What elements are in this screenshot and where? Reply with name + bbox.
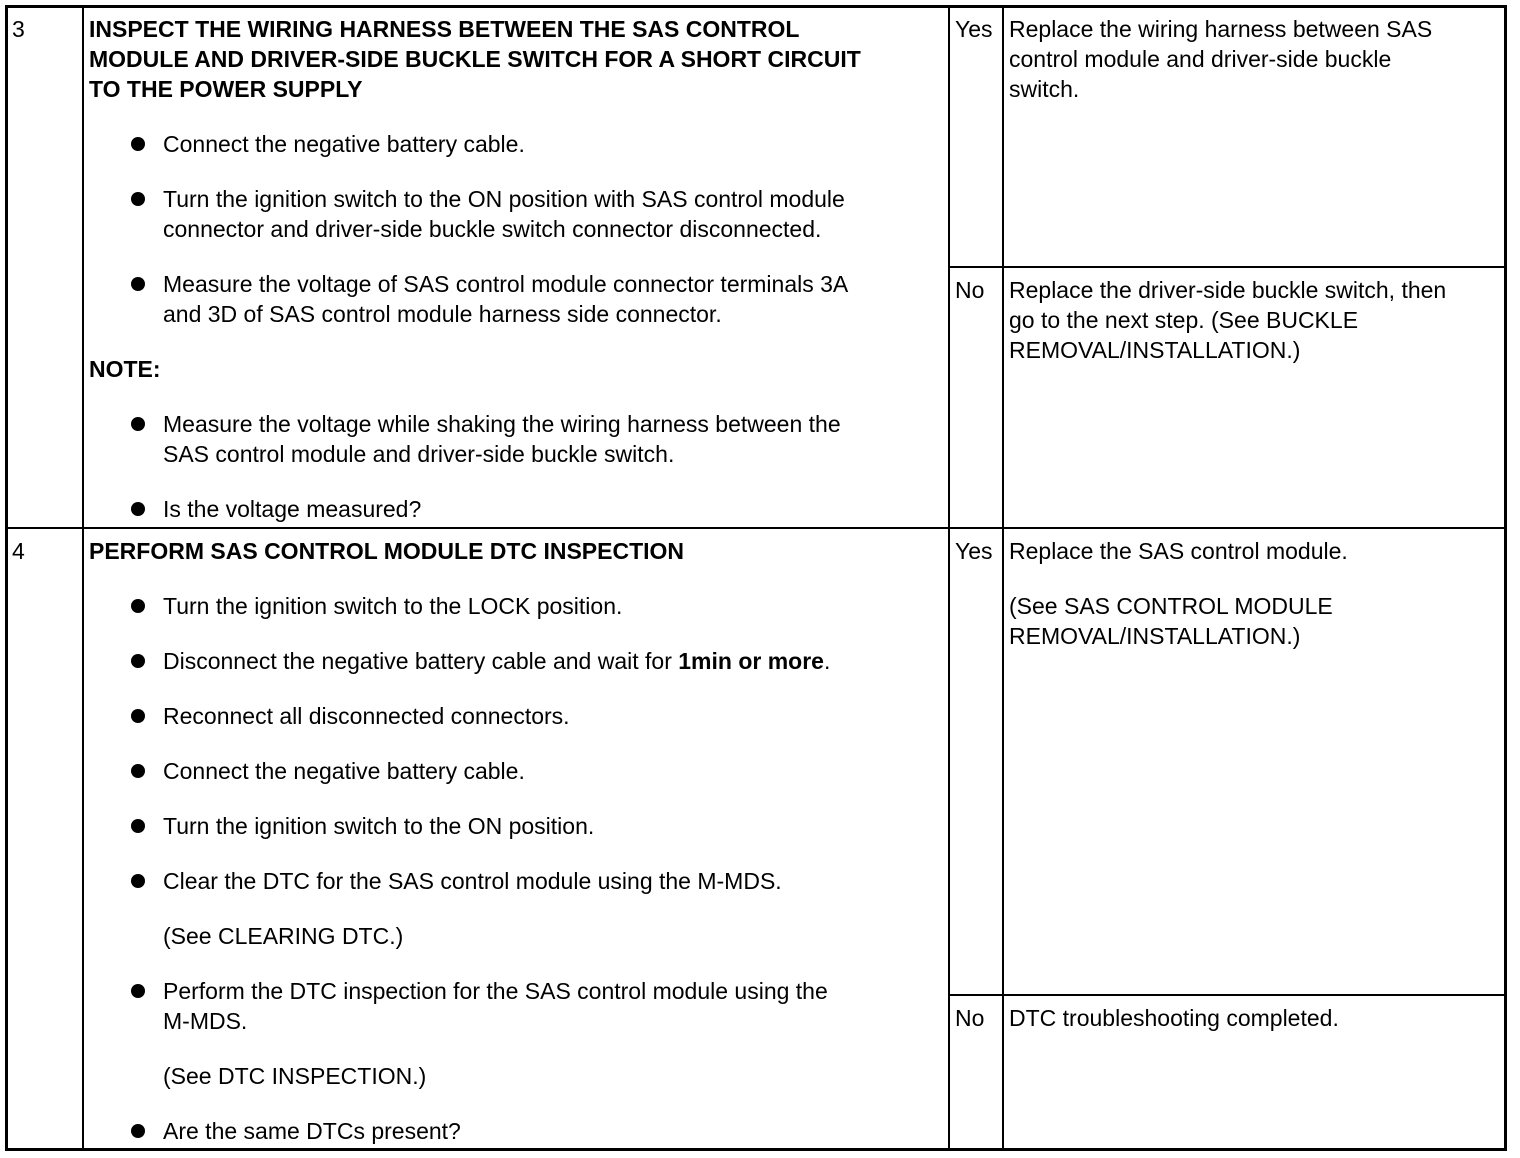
row-divider-step4-result xyxy=(948,994,1505,996)
result-text: REMOVAL/INSTALLATION.) xyxy=(1009,337,1301,363)
step-title: PERFORM SAS CONTROL MODULE DTC INSPECTION xyxy=(89,538,685,564)
bullet-icon xyxy=(131,502,145,516)
bullet-text: Are the same DTCs present? xyxy=(163,1118,461,1144)
step-number: 4 xyxy=(12,538,25,564)
result-reference: REMOVAL/INSTALLATION.) xyxy=(1009,623,1301,649)
bullet-text: Measure the voltage while shaking the wiring harness between the xyxy=(163,411,841,437)
bullet-text: connector and driver-side buckle switch connector disconnected. xyxy=(163,216,822,242)
reference-link: (See CLEARING DTC.) xyxy=(163,923,404,949)
bullet-text: Clear the DTC for the SAS control module using the M-MDS. xyxy=(163,868,782,894)
bullet-text: Turn the ignition switch to the ON position with SAS control module xyxy=(163,186,845,212)
bullet-text: SAS control module and driver-side buckle switch. xyxy=(163,441,675,467)
bullet-icon xyxy=(131,819,145,833)
row-divider-step3-result xyxy=(948,266,1505,268)
result-text: switch. xyxy=(1009,76,1080,102)
result-text: control module and driver-side buckle xyxy=(1009,46,1392,72)
reference-link: (See DTC INSPECTION.) xyxy=(163,1063,427,1089)
bullet-icon xyxy=(131,599,145,613)
bullet-text: Connect the negative battery cable. xyxy=(163,758,525,784)
bullet-icon xyxy=(131,1124,145,1138)
result-text: Replace the wiring harness between SAS xyxy=(1009,16,1433,42)
bullet-text: Turn the ignition switch to the LOCK position. xyxy=(163,593,623,619)
bullet-icon xyxy=(131,709,145,723)
bullet-icon xyxy=(131,764,145,778)
column-divider-action xyxy=(948,7,950,1149)
bullet-text: and 3D of SAS control module harness side connector. xyxy=(163,301,722,327)
row-divider-step xyxy=(7,527,1505,529)
note-label: NOTE: xyxy=(89,356,161,382)
step-title-line: MODULE AND DRIVER-SIDE BUCKLE SWITCH FOR A SHORT CIRCUIT xyxy=(89,46,861,72)
bullet-text: Reconnect all disconnected connectors. xyxy=(163,703,570,729)
result-text: go to the next step. (See BUCKLE xyxy=(1009,307,1359,333)
yes-label: Yes xyxy=(955,538,993,564)
bullet-icon xyxy=(131,192,145,206)
no-label: No xyxy=(955,277,985,303)
bullet-text: M-MDS. xyxy=(163,1008,248,1034)
bullet-text xyxy=(163,646,830,676)
column-divider-result xyxy=(1002,7,1004,1149)
bullet-text: Connect the negative battery cable. xyxy=(163,131,525,157)
result-text: DTC troubleshooting completed. xyxy=(1009,1005,1339,1031)
column-divider-number xyxy=(82,7,84,1149)
bullet-icon xyxy=(131,654,145,668)
bullet-text: Turn the ignition switch to the ON position. xyxy=(163,813,595,839)
step-title-line: TO THE POWER SUPPLY xyxy=(89,76,363,102)
result-reference: (See SAS CONTROL MODULE xyxy=(1009,593,1333,619)
bullet-icon xyxy=(131,277,145,291)
bullet-text-part: . xyxy=(823,648,831,674)
result-text: Replace the driver-side buckle switch, then xyxy=(1009,277,1447,303)
bullet-text: Is the voltage measured? xyxy=(163,496,422,522)
bullet-icon xyxy=(131,874,145,888)
bullet-icon xyxy=(131,417,145,431)
step-number: 3 xyxy=(12,16,25,42)
result-text: Replace the SAS control module. xyxy=(1009,538,1348,564)
bullet-text: Perform the DTC inspection for the SAS control module using the xyxy=(163,978,828,1004)
no-label: No xyxy=(955,1005,985,1031)
bullet-icon xyxy=(131,984,145,998)
bullet-emphasis: 1min or more xyxy=(678,648,824,674)
bullet-text-part: Disconnect the negative battery cable and wait for xyxy=(163,648,679,674)
step-title-line: INSPECT THE WIRING HARNESS BETWEEN THE SAS CONTROL xyxy=(89,16,800,42)
bullet-icon xyxy=(131,137,145,151)
bullet-text: Measure the voltage of SAS control module connector terminals 3A xyxy=(163,271,849,297)
yes-label: Yes xyxy=(955,16,993,42)
